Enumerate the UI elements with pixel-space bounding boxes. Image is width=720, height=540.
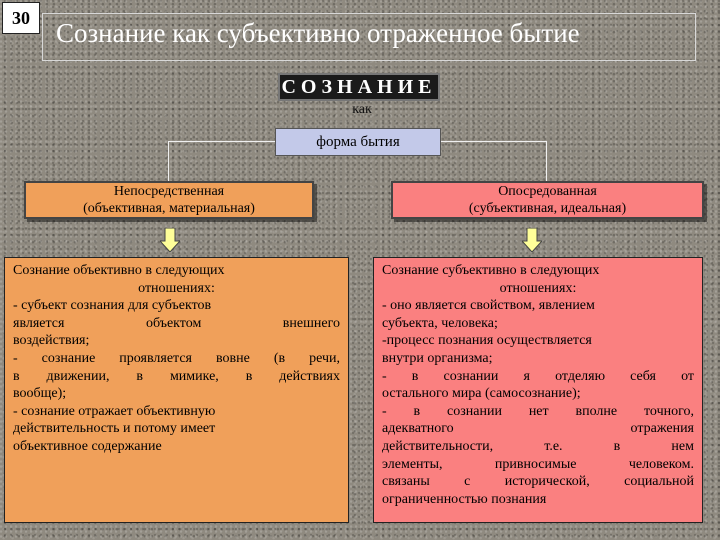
objective-description (4, 257, 349, 523)
category-direct-title: Непосредственная (113, 184, 225, 199)
desc-line: внутри организма; (382, 350, 493, 366)
connector-right-vertical (546, 141, 547, 181)
desc-line: связаны с исторической, социальной (382, 474, 694, 490)
desc-line: действительности, т.е. в нем (382, 438, 694, 454)
desc-line: - субъект сознания для субъектов (13, 298, 212, 314)
desc-line: остального мира (самосознание); (382, 386, 581, 402)
desc-line: ограниченностью познания (382, 491, 547, 507)
desc-line: отношениях: (138, 280, 215, 296)
kak-label: как (352, 102, 372, 117)
connector-left-horizontal (168, 141, 275, 142)
desc-line: Сознание субъективно в следующих (382, 263, 600, 278)
slide-title: Сознание как субъективно отраженное бытие (56, 18, 580, 48)
desc-line: -процесс познания осуществляется (382, 333, 592, 349)
desc-line: объективное содержание (13, 438, 162, 454)
desc-line: - оно является свойством, явлением (382, 298, 595, 314)
desc-line: воздействия; (13, 333, 90, 349)
category-mediated-subtitle: (субъективная, идеальная) (468, 201, 627, 216)
desc-line: в движении, в мимике, в действиях (13, 368, 340, 384)
connector-right-horizontal (441, 141, 547, 142)
desc-line: элементы, привносимые человеком. (382, 456, 694, 472)
soznanie-box: СОЗНАНИЕ (278, 73, 440, 101)
down-arrow-icon-right (522, 228, 542, 252)
forma-bytiya-box: форма бытия (275, 128, 441, 156)
down-arrow-icon-left (160, 228, 180, 252)
slide-number: 30 (2, 2, 40, 34)
desc-line: отношениях: (499, 280, 577, 296)
desc-line: вообще); (13, 386, 67, 402)
connector-left-vertical (168, 141, 169, 181)
desc-line: действительность и потому имеет (13, 421, 216, 437)
subjective-description (373, 257, 703, 523)
category-direct (24, 181, 314, 219)
desc-line: - сознание отражает объективную (13, 403, 216, 419)
category-mediated (391, 181, 704, 219)
desc-line: адекватного отражения (382, 421, 694, 437)
desc-line: является объектом внешнего (13, 315, 340, 331)
desc-line: субъекта, человека; (382, 315, 498, 331)
category-mediated-title: Опосредованная (498, 184, 597, 199)
desc-line: - в сознании я отделяю себя от (382, 368, 694, 384)
desc-line: - в сознании нет вполне точного, (382, 403, 694, 419)
desc-line: Сознание объективно в следующих (13, 263, 225, 278)
desc-line: - сознание проявляется вовне (в речи, (13, 350, 340, 366)
category-direct-subtitle: (объективная, материальная) (83, 201, 255, 216)
